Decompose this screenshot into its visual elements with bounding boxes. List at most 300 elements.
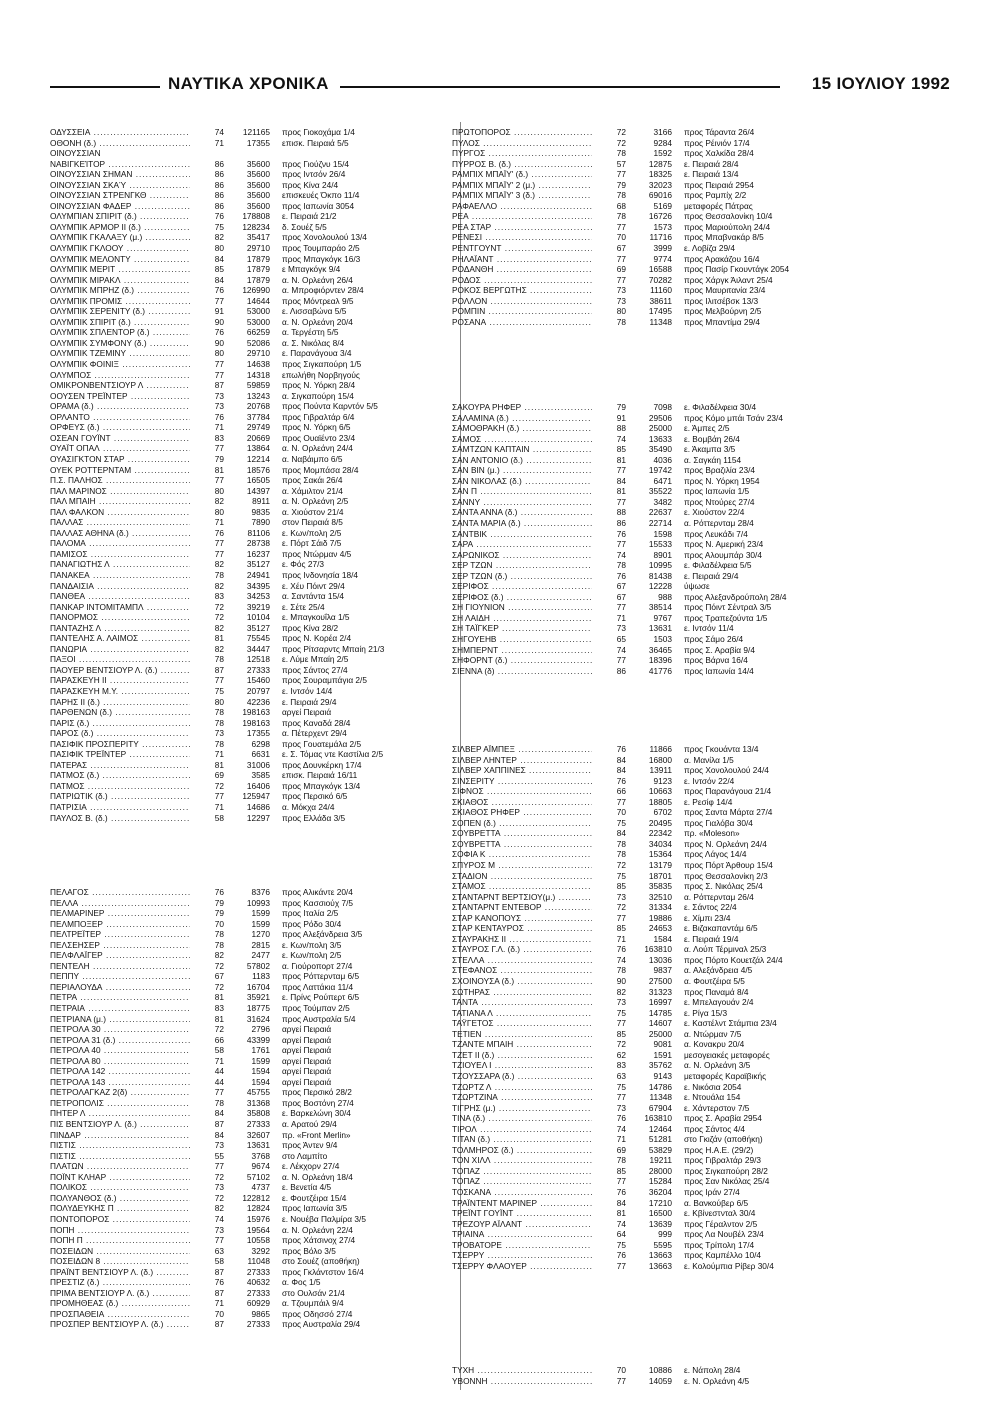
tonnage: 16237 — [246, 548, 270, 559]
ship-row — [452, 871, 872, 882]
ship-row — [50, 633, 470, 644]
tonnage: 6471 — [653, 475, 672, 486]
tonnage: 128234 — [242, 221, 270, 232]
ship-row — [452, 634, 872, 645]
destination: προς Χονολουλού 13/4 — [282, 232, 367, 243]
tonnage: 17495 — [648, 306, 672, 317]
tonnage: 35762 — [648, 1060, 672, 1071]
destination: ε. Πειραιά 28/4 — [684, 158, 739, 169]
destination: ε. Νουέβα Παλμίρα 3/5 — [282, 1213, 366, 1224]
destination: ε. Φιλαδέλφεια 30/4 — [684, 402, 757, 412]
destination: α. Ν. Ορλεάνη 26/4 — [282, 274, 353, 285]
destination: ε. Λισσαβώνα 5/5 — [282, 306, 347, 317]
ship-list-right-s — [452, 402, 872, 676]
build-year: 77 — [214, 369, 224, 380]
build-year: 71 — [214, 749, 224, 760]
ship-name: ΤΡΕΪΝΤ ΓΟΥΪΝΤ ..... — [452, 1208, 592, 1219]
build-year: 73 — [616, 997, 626, 1008]
ship-name: ΟΛΥΜΠΙΚ ΣΠΙΡΙΤ (δ.) ..... — [50, 317, 190, 328]
destination: α. Γιούροπορτ 27/4 — [282, 960, 353, 971]
build-year: 77 — [214, 443, 224, 454]
ship-name: ΠΡΟΣΠΕΡ ΒΕΝΤΣΙΟΥΡ Λ. (δ.) ..... — [50, 1319, 190, 1330]
ship-name: ΣΙΛΒΕΡ ΑΪΜΠΕΞ ..... — [452, 744, 592, 755]
build-year: 77 — [616, 169, 626, 180]
tonnage: 31323 — [648, 986, 672, 997]
build-year: 88 — [616, 507, 626, 518]
tonnage: 13631 — [246, 1140, 270, 1151]
ship-row — [452, 776, 872, 787]
ship-name: ΠΕΛΤΡΕΪΤΕΡ ..... — [50, 929, 190, 940]
build-year: 77 — [214, 359, 224, 370]
build-year: 82 — [214, 643, 224, 654]
build-year: 62 — [616, 1049, 626, 1060]
ship-name: ΣΤΑΡ ΚΕΝΤΑΥΡΟΣ ..... — [452, 923, 592, 934]
destination: ε. Κβίνεστνταλ 30/4 — [684, 1208, 756, 1219]
build-year: 72 — [616, 127, 626, 137]
destination: προς Σιγκαπούρη 28/2 — [684, 1165, 768, 1176]
tonnage: 1599 — [251, 1055, 270, 1066]
tonnage: 38514 — [648, 602, 672, 613]
build-year: 78 — [214, 738, 224, 749]
ship-name: ΠΑΤΜΟΣ (δ.) ..... — [50, 770, 190, 781]
tonnage: 28000 — [648, 1165, 672, 1176]
build-year: 77 — [616, 539, 626, 550]
tonnage: 17355 — [246, 728, 270, 739]
build-year: 77 — [616, 1260, 626, 1271]
tonnage: 27500 — [648, 976, 672, 987]
ship-row — [452, 306, 872, 317]
ship-name: ΟΛΥΜΠΙΚ ΣΕΡΕΝΙΤΥ (δ.) ..... — [50, 306, 190, 317]
destination: αργεί Πειραιά — [282, 1045, 332, 1056]
ship-name: ΣΤΑΥΡΑΚΗΣ II ..... — [452, 934, 592, 945]
destination: προς Χαλκίδα 28/4 — [684, 148, 754, 159]
destination: προς Περσικό 28/2 — [282, 1087, 352, 1098]
build-year: 77 — [214, 1087, 224, 1098]
ship-name: ΡΟΣΑΝΑ ..... — [452, 317, 592, 328]
build-year: 90 — [214, 337, 224, 348]
ship-row — [452, 1082, 872, 1093]
destination: προς Σάμο 26/4 — [684, 634, 744, 645]
ship-row — [452, 180, 872, 191]
ship-row — [50, 475, 470, 486]
destination: αργεί Πειραιά — [282, 1034, 332, 1045]
destination: α. Αρατού 29/4 — [282, 1119, 337, 1130]
destination: προς Σ. Αραβία 9/4 — [684, 644, 755, 655]
destination: προς Ν. Κορέα 2/4 — [282, 633, 352, 644]
build-year: 76 — [214, 1277, 224, 1288]
ship-row — [452, 997, 872, 1008]
ship-row — [50, 1161, 470, 1172]
build-year: 77 — [616, 221, 626, 232]
ship-name: ΡΗΛΑΪΑΝΤ ..... — [452, 254, 592, 265]
destination: προς Κόμο μπάι Τσάν 23/4 — [684, 412, 783, 423]
build-year: 78 — [214, 1097, 224, 1108]
destination: προς Βοστόνη 27/4 — [282, 1097, 354, 1108]
build-year: 81 — [616, 486, 626, 497]
ship-name: ΡΟΔΟΣ ..... — [452, 275, 592, 286]
destination: προς Λα Νουβέλ 23/4 — [684, 1229, 764, 1240]
ship-name: ΠΑΜΙΣΟΣ ..... — [50, 549, 190, 560]
destination: ε. Πόρτ Σάιδ 7/5 — [282, 538, 342, 549]
ship-name: ΣΕΡ ΤΖΩΝ ..... — [452, 560, 592, 571]
ship-name: ΣΟΥΒΡΕΤΤΑ ..... — [452, 839, 592, 850]
ship-row — [50, 338, 470, 349]
build-year: 85 — [616, 1165, 626, 1176]
build-year: 78 — [616, 211, 626, 222]
build-year: 76 — [616, 1250, 626, 1261]
destination: α. Τεργέστη 5/5 — [282, 327, 339, 338]
build-year: 82 — [214, 559, 224, 570]
ship-name: ΟΛΥΜΠΙΚ ΓΚΛΟΟΥ ..... — [50, 243, 190, 254]
destination: α. Κονακρυ 20/4 — [684, 1039, 745, 1050]
ship-row — [50, 581, 470, 592]
build-year: 69 — [616, 264, 626, 275]
build-year: 76 — [214, 411, 224, 422]
build-year: 69 — [616, 1144, 626, 1155]
ship-name: ΠΕΝΤΕΛΗ ..... — [50, 961, 190, 972]
ship-row — [452, 818, 872, 829]
ship-row — [452, 518, 872, 529]
ship-name: ΠΑΡΘΕΝΩΝ (δ.) ..... — [50, 707, 190, 718]
ship-row — [452, 765, 872, 776]
destination: ε. Πρίνς Ρούπερτ 6/5 — [282, 992, 360, 1003]
tonnage: 13639 — [648, 1218, 672, 1229]
ship-name: ΡΕΝΕΣΙ ..... — [452, 232, 592, 243]
destination: προς Περσικό 6/5 — [282, 791, 348, 802]
ship-name: ΣΗ ΛΑΙΔΗ ..... — [452, 613, 592, 624]
tonnage: 29506 — [648, 412, 672, 423]
build-year: 84 — [214, 1129, 224, 1140]
ship-name: ΤΣΕΡΡΥ ΦΛΑΟΥΕΡ ..... — [452, 1261, 592, 1272]
ship-name: ΠΕΤΡΟΛΑ 30 ..... — [50, 1024, 190, 1035]
tonnage: 13036 — [648, 954, 672, 965]
destination: προς Ελλάδα 3/5 — [282, 812, 346, 823]
tonnage: 13663 — [648, 1250, 672, 1261]
tonnage: 81438 — [648, 570, 672, 581]
tonnage: 163810 — [644, 944, 672, 955]
destination: αργεί Πειραιά — [282, 1055, 332, 1066]
ship-row — [452, 254, 872, 265]
destination: προς Σαντα Μάρτα 27/4 — [684, 807, 773, 818]
build-year: 86 — [616, 518, 626, 529]
build-year: 44 — [214, 1066, 224, 1077]
destination: προς Πόρτο Κουετζάλ 24/4 — [684, 954, 783, 965]
tonnage: 18396 — [648, 655, 672, 666]
destination: α. Ρόττερνταμ 28/4 — [684, 518, 754, 529]
ship-name: ΠΑΡΑΣΚΕΥΗ II ..... — [50, 675, 190, 686]
destination: ε. Πειραιά 29/4 — [684, 570, 739, 581]
build-year: 79 — [616, 402, 626, 412]
build-year: 78 — [616, 148, 626, 159]
ship-name: ΠΟΣΕΙΔΩΝ ..... — [50, 1246, 190, 1257]
issue-date: 15 ΙΟΥΛΙΟΥ 1992 — [811, 74, 950, 93]
ship-row — [452, 934, 872, 945]
ship-row — [50, 1056, 470, 1067]
ship-row — [50, 222, 470, 233]
ship-row — [452, 786, 872, 797]
ship-name: ΡΑΜΠΙΧ ΜΠΑΪΥ' 2 (μ.) ..... — [452, 180, 592, 191]
ship-name: ΟΛΥΜΠΙΚ ΓΚΑΛΑΞΥ (μ.) ..... — [50, 232, 190, 243]
tonnage: 10104 — [246, 612, 270, 623]
tonnage: 35600 — [246, 158, 270, 169]
ship-row — [50, 180, 470, 191]
ship-row — [452, 423, 872, 434]
ship-name: ΣΤΕΦΑΝΟΣ ..... — [452, 965, 592, 976]
tonnage: 53829 — [648, 1144, 672, 1155]
tonnage: 38611 — [649, 295, 672, 306]
ship-name: ΤΥΧΗ ..... — [452, 1365, 592, 1376]
ship-name: ΟΥΑΣΙΓΚΤΟΝ ΣΤΑΡ ..... — [50, 454, 190, 465]
tonnage: 1598 — [653, 528, 672, 539]
build-year: 81 — [214, 1013, 224, 1024]
ship-name: ΟΛΥΜΠΙΚ ΑΡΜΟΡ II (δ.) ..... — [50, 222, 190, 233]
tonnage: 5595 — [653, 1239, 672, 1250]
tonnage: 3768 — [251, 1150, 270, 1161]
destination: ε. Λοβίζα 29/4 — [684, 243, 735, 254]
destination: προς Αλεξανδρούπολη 28/4 — [684, 591, 787, 602]
ship-name: ΤΑΫΓΕΤΟΣ ..... — [452, 1018, 592, 1029]
build-year: 71 — [214, 517, 224, 528]
ship-row — [50, 559, 470, 570]
ship-name: ΣΤΑΝΤΑΡΝΤ ΕΝΤΕΒΟΡ ..... — [452, 902, 592, 913]
ship-name: ΠΗΤΕΡ Λ ..... — [50, 1108, 190, 1119]
build-year: 72 — [214, 601, 224, 612]
ship-row — [50, 675, 470, 686]
tonnage: 12214 — [246, 453, 270, 464]
tonnage: 7890 — [251, 517, 270, 528]
build-year: 78 — [214, 654, 224, 665]
ship-row — [452, 222, 872, 233]
ship-name: ΠΡΑΪΝΤ ΒΕΝΤΣΙΟΥΡ Λ. (δ.) ..... — [50, 1267, 190, 1278]
ship-name: ΣΑΝΤΑ ΑΝΝΑ (δ.) ..... — [452, 507, 592, 518]
destination: ε. Χέυ Πόιντ 29/4 — [282, 580, 345, 591]
build-year: 73 — [616, 295, 626, 306]
ship-name: ΤΟΛΜΗΡΟΣ (δ.) ..... — [452, 1145, 592, 1156]
ship-row — [452, 592, 872, 603]
ship-name: ΤΟΠΑΖ ..... — [452, 1176, 592, 1187]
tonnage: 122812 — [242, 1192, 270, 1203]
tonnage: 69016 — [648, 190, 672, 201]
tonnage: 25000 — [648, 1028, 672, 1039]
tonnage: 8901 — [653, 549, 672, 560]
build-year: 76 — [616, 744, 626, 754]
build-year: 87 — [214, 1287, 224, 1298]
build-year: 88 — [616, 423, 626, 434]
build-year: 44 — [214, 1076, 224, 1087]
tonnage: 2796 — [251, 1024, 270, 1035]
build-year: 74 — [214, 127, 224, 137]
destination: ε. Βομβάη 26/4 — [684, 433, 740, 444]
tonnage: 18701 — [648, 870, 672, 881]
tonnage: 35127 — [246, 559, 270, 570]
destination: ε. Χίμπι 23/4 — [684, 912, 731, 923]
ship-row — [50, 887, 470, 898]
ship-name: ΣΙΛΒΕΡ ΧΑΠΠΙΝΕΣ ..... — [452, 765, 592, 776]
ship-name: ΟΣΕΑΝ ΓΟΥΪΝΤ ..... — [50, 433, 190, 444]
ship-row — [452, 465, 872, 476]
ship-name: ΟΛΥΜΠΙΚ ΣΠΛΕΝΤΟΡ (δ.) ..... — [50, 327, 190, 338]
destination: επισκ. Πειραιά 5/5 — [282, 137, 349, 148]
ship-name: ΤΖΙΟΥΕΛ Ι ..... — [452, 1060, 592, 1071]
destination: στο Γκιζάν (αποθήκη) — [684, 1134, 763, 1145]
build-year: 71 — [214, 422, 224, 433]
destination: επισκευές Όκπο 11/4 — [282, 190, 360, 201]
ship-row — [452, 560, 872, 571]
build-year: 65 — [616, 634, 626, 645]
tonnage: 13179 — [648, 860, 672, 871]
destination: προς Καμπέλλο 10/4 — [684, 1250, 762, 1261]
ship-name: ΟΥΕΚ ΡΟΤΤΕΡΝΤΑΜ ..... — [50, 465, 190, 476]
build-year: 66 — [214, 1034, 224, 1045]
ship-name: ΟΙΝΟΥΣΣΙΑΝ ΣΚΑΎ ..... — [50, 180, 190, 191]
ship-row — [50, 370, 470, 381]
build-year: 78 — [616, 1155, 626, 1166]
ship-row — [50, 486, 470, 497]
build-year: 67 — [616, 591, 626, 602]
ship-name: ΠΙΣ ΒΕΝΤΣΙΟΥΡ Λ. (δ.) ..... — [50, 1119, 190, 1130]
ship-row — [452, 744, 872, 755]
ship-row — [50, 1309, 470, 1320]
tonnage: 14686 — [246, 802, 270, 812]
ship-row — [50, 348, 470, 359]
destination: προς Ουαϊέντο 23/4 — [282, 432, 356, 443]
tonnage: 81106 — [247, 527, 270, 538]
build-year: 77 — [214, 548, 224, 559]
build-year: 84 — [616, 765, 626, 776]
build-year: 77 — [214, 475, 224, 486]
tonnage: 24941 — [246, 569, 270, 580]
destination: προς Δουνκέρκη 17/4 — [282, 759, 362, 770]
header-rule-left — [50, 86, 160, 88]
build-year: 84 — [214, 274, 224, 285]
build-year: 80 — [214, 348, 224, 359]
ship-row — [50, 159, 470, 170]
destination: προς Σ. Νικόλας 25/4 — [684, 881, 763, 892]
destination: ε. Φός 27/3 — [282, 559, 324, 570]
ship-name: ΤΑΤΙΑΝΑ Λ ..... — [452, 1008, 592, 1019]
destination: προς Ραμπίχ 2/2 — [684, 190, 747, 201]
tonnage: 17879 — [246, 274, 270, 285]
build-year: 71 — [214, 1298, 224, 1309]
build-year: 91 — [214, 306, 224, 317]
ship-row — [50, 802, 470, 813]
tonnage: 10558 — [246, 1235, 270, 1246]
destination: προς Μελβούρνη 2/5 — [684, 306, 762, 317]
destination: α. Χιούστον 21/4 — [282, 506, 344, 517]
ship-row — [452, 602, 872, 613]
ship-row — [50, 929, 470, 940]
tonnage: 16406 — [246, 780, 270, 791]
ship-row — [50, 602, 470, 613]
ship-row — [50, 1066, 470, 1077]
ship-name: ΠΛΑΤΩΝ ..... — [50, 1161, 190, 1172]
ship-name: ΠΑΛ ΜΑΡΙΝΟΣ ..... — [50, 486, 190, 497]
destination: προς Αρακάζου 16/4 — [684, 253, 760, 264]
ship-row — [452, 581, 872, 592]
destination: α. Ν. Ορλεάνη 3/5 — [684, 1060, 751, 1071]
build-year: 82 — [214, 950, 224, 961]
ship-name: ΠΙΣΤΙΣ ..... — [50, 1151, 190, 1162]
tonnage: 4036 — [653, 454, 672, 465]
destination: προς Ν. Υόρκη 1954 — [684, 475, 760, 486]
ship-name: ΠΟΪΝΤ ΚΛΗΑΡ ..... — [50, 1172, 190, 1183]
destination: πρ. «Moleson» — [684, 828, 740, 839]
tonnage: 57102 — [246, 1171, 270, 1182]
build-year: 82 — [214, 496, 224, 507]
build-year: 77 — [214, 1235, 224, 1246]
destination: ε. Μπαγκουΐλα 1/5 — [282, 612, 350, 623]
ship-row — [452, 211, 872, 222]
ship-name: ΠΟΛΥΑΝΘΟΣ (δ.) ..... — [50, 1193, 190, 1204]
ship-name: ΣΑΛΑΜΙΝΑ (δ.) ..... — [452, 413, 592, 424]
ship-name: ΣΟΦΙΑ Κ ..... — [452, 849, 592, 860]
tonnage: 20669 — [246, 432, 270, 443]
ship-row — [50, 1045, 470, 1056]
destination: ε. Φιλαδέλφεια 5/5 — [684, 560, 752, 571]
ship-row — [452, 923, 872, 934]
tonnage: 53000 — [246, 316, 270, 327]
ship-name: ΠΙΣΤΙΣ ..... — [50, 1140, 190, 1151]
tonnage: 2477 — [251, 950, 270, 961]
build-year: 77 — [616, 465, 626, 476]
ship-name: ΠΑΝΩΡΙΑ ..... — [50, 644, 190, 655]
tonnage: 19886 — [648, 912, 672, 923]
destination: προς Οδησσό 27/4 — [282, 1308, 353, 1319]
destination: επωλήθη Νορβηγούς — [282, 369, 360, 380]
destination: προς Λάγος 14/4 — [684, 849, 747, 860]
tonnage: 34253 — [246, 591, 270, 602]
ship-name: ΠΑΝΔΑΙΣΙΑ ..... — [50, 581, 190, 592]
ship-name: ΠΑΡΙΣ (δ.) ..... — [50, 718, 190, 729]
build-year: 81 — [214, 464, 224, 475]
ship-row — [50, 359, 470, 370]
tonnage: 16704 — [246, 981, 270, 992]
ship-row — [452, 550, 872, 561]
ship-row — [452, 1229, 872, 1240]
build-year: 75 — [616, 1081, 626, 1092]
destination: ε. Βιζακαπαντάμ 6/5 — [684, 923, 758, 934]
ship-name: ΣΗ ΓΙΟΥΝΙΟΝ ..... — [452, 602, 592, 613]
destination: ε. Μπελαγουάν 2/4 — [684, 997, 754, 1008]
tonnage: 29710 — [246, 348, 270, 359]
ship-name: ΠΑΛΛΑΣ ΑΘΗΝΑ (δ.) ..... — [50, 528, 190, 539]
tonnage: 19742 — [648, 465, 672, 476]
tonnage: 20768 — [246, 401, 270, 412]
ship-row — [452, 955, 872, 966]
build-year: 83 — [214, 591, 224, 602]
destination: μεσογειακές μεταφορές — [684, 1049, 770, 1060]
ship-row — [452, 666, 872, 677]
build-year: 67 — [616, 243, 626, 254]
ship-row — [452, 860, 872, 871]
destination: στο Ουλσάν 21/4 — [282, 1287, 345, 1298]
ship-row — [50, 791, 470, 802]
destination: προς Βάρνα 16/4 — [684, 655, 748, 666]
tonnage: 7098 — [653, 402, 672, 412]
destination: προς Γκλάντστον 16/4 — [282, 1266, 364, 1277]
ship-name: ΠΕΛΜΑΡΙΝΕΡ ..... — [50, 908, 190, 919]
build-year: 72 — [616, 137, 626, 148]
build-year: 77 — [214, 295, 224, 306]
ship-row — [452, 296, 872, 307]
ship-row — [50, 1108, 470, 1119]
ship-row — [452, 655, 872, 666]
tonnage: 35921 — [246, 992, 270, 1003]
ship-name: ΡΑΜΠΙΧ ΜΠΑΪΥ' (δ.) ..... — [452, 169, 592, 180]
destination: προς Ντούρες 27/4 — [684, 496, 755, 507]
build-year: 73 — [616, 285, 626, 296]
tonnage: 3166 — [653, 127, 672, 137]
